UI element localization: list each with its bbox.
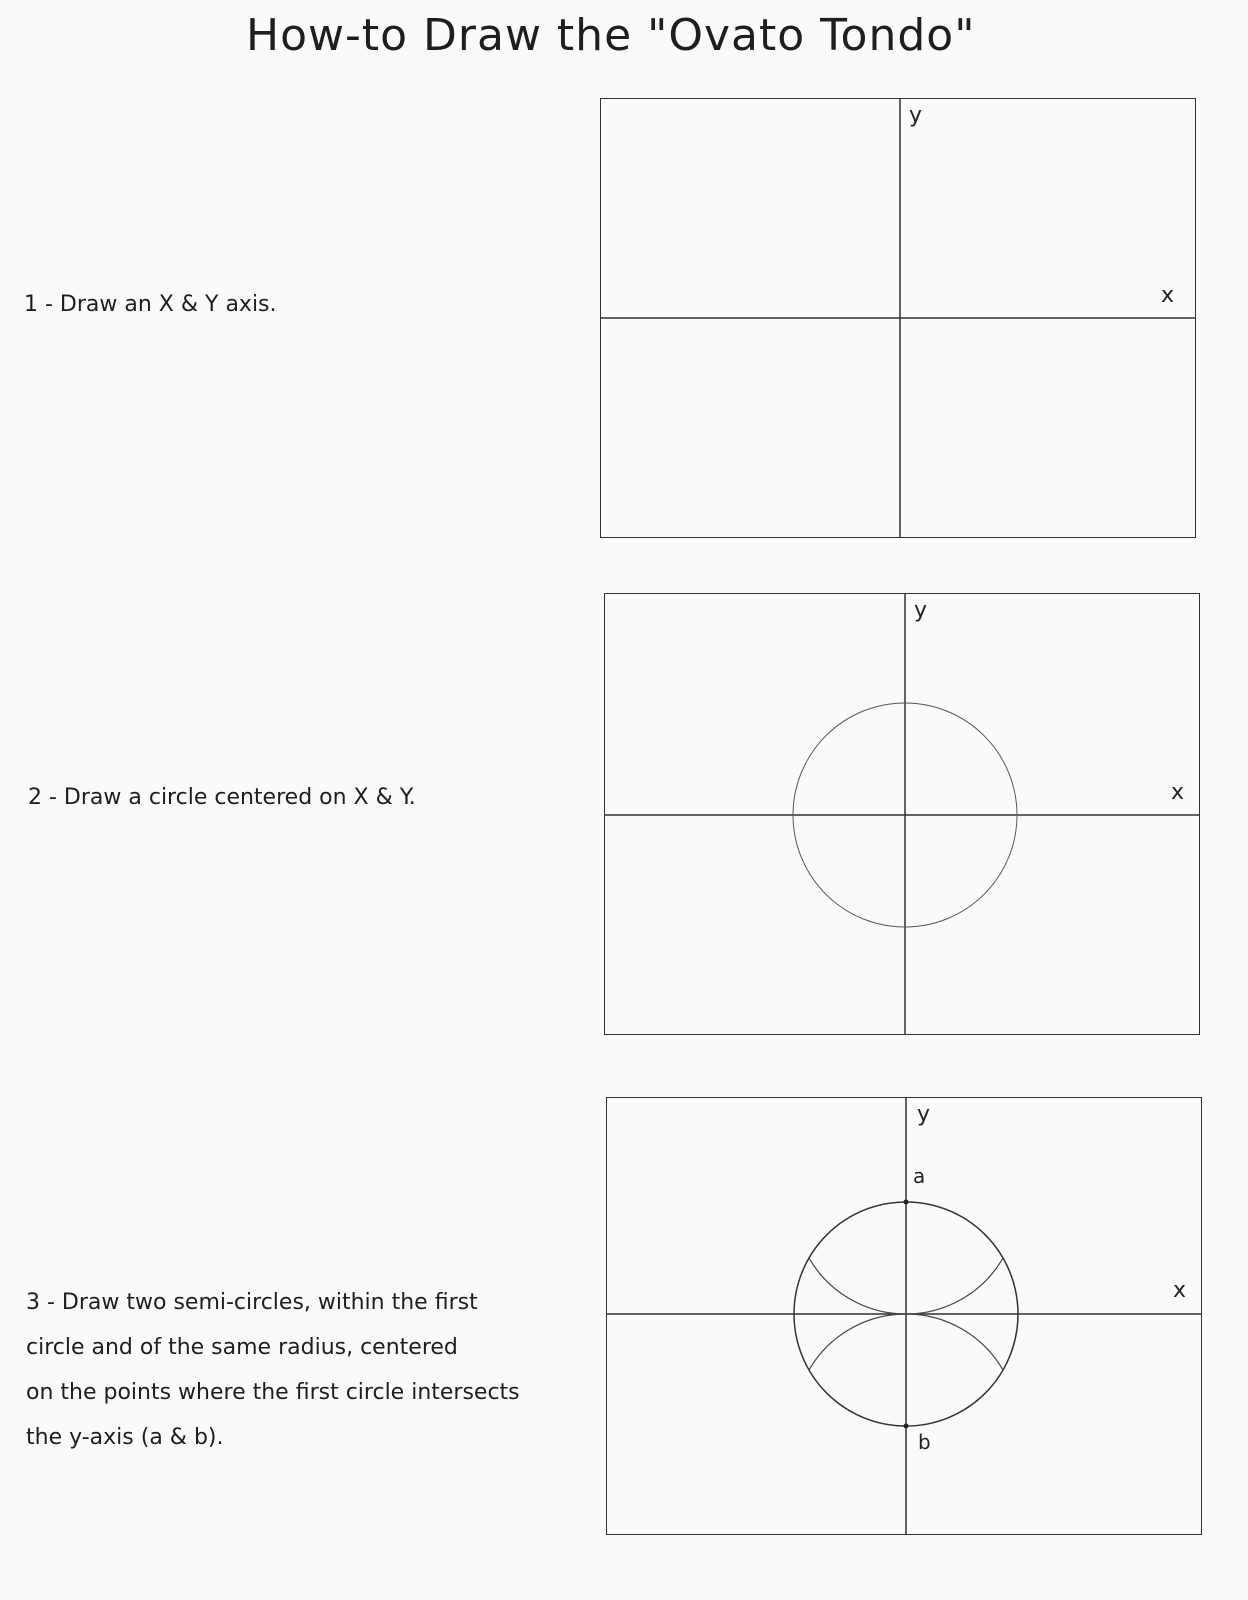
step-3-instruction [26, 1280, 520, 1460]
step-3-line-4: the y-axis (a & b). [26, 1425, 224, 1450]
x-axis-label: x [1171, 780, 1185, 805]
step-1-diagram [600, 98, 1196, 538]
step-2-diagram [604, 593, 1200, 1035]
step-2-line: 2 - Draw a circle centered on X & Y. [28, 785, 416, 810]
y-axis-label: y [917, 1102, 931, 1127]
step-1-instruction [24, 282, 277, 327]
point-a-dot [904, 1200, 909, 1205]
page-title: How-to Draw the "Ovato Tondo" [246, 10, 976, 61]
x-axis-label: x [1161, 283, 1175, 308]
step-3-line-3: on the points where the first circle intersects [26, 1380, 520, 1405]
x-axis-label: x [1173, 1278, 1187, 1303]
point-b-label: b [918, 1430, 931, 1454]
step-1-svg [601, 99, 1195, 537]
step-2-svg [605, 594, 1199, 1034]
step-3-svg [607, 1098, 1201, 1534]
y-axis-label: y [914, 598, 928, 623]
step-3-diagram [606, 1097, 1202, 1535]
step-2-instruction [28, 775, 416, 820]
point-a-label: a [913, 1164, 926, 1188]
step-3-line-2: circle and of the same radius, centered [26, 1335, 458, 1360]
step-3-line-1: 3 - Draw two semi-circles, within the first [26, 1290, 478, 1315]
step-1-line: 1 - Draw an X & Y axis. [24, 292, 277, 317]
point-b-dot [904, 1424, 909, 1429]
y-axis-label: y [909, 103, 923, 128]
